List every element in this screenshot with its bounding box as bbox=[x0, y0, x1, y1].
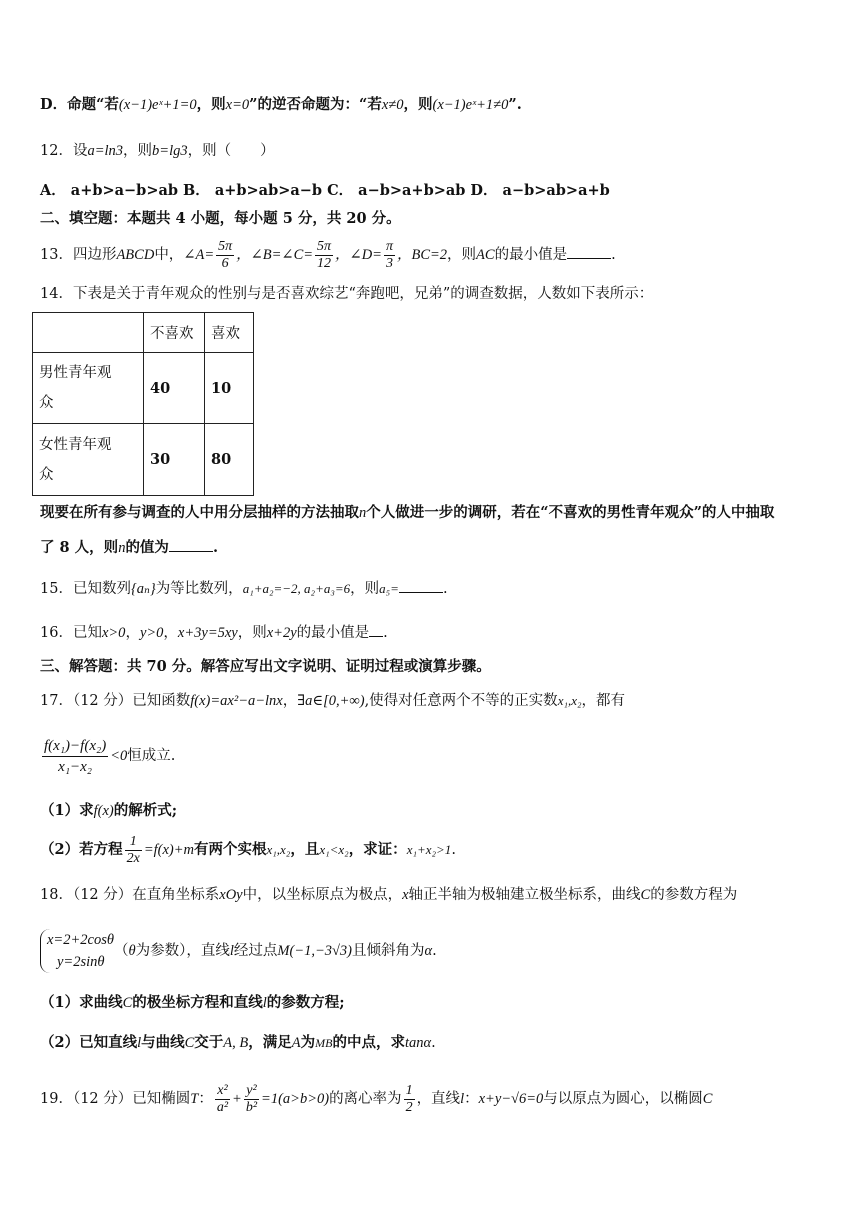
q18-part2-mb: MB bbox=[315, 1036, 333, 1050]
q16-target: x+2y bbox=[266, 625, 297, 641]
q19-T: T bbox=[190, 1091, 199, 1107]
q13-p2: 中， bbox=[154, 247, 184, 263]
q13-p3: ，则 bbox=[447, 247, 477, 263]
q19-e-den: 2 bbox=[405, 1099, 413, 1115]
q19-x-num: x² bbox=[215, 1083, 230, 1100]
q15-a5: a₅= bbox=[379, 581, 399, 596]
option-d-mid2: ”的逆否命题为：“若 bbox=[249, 96, 382, 113]
q19-frac-x bbox=[215, 1083, 230, 1116]
option-d-expr2: x=0 bbox=[225, 97, 250, 113]
q16-p3: 的最小值是 bbox=[296, 625, 370, 641]
q13-frac-b-den: 12 bbox=[317, 255, 332, 271]
table-header-like: 喜欢 bbox=[205, 313, 254, 353]
q12-a-expr: a=ln3 bbox=[87, 143, 124, 159]
q13-angle-d: ，∠D= bbox=[335, 247, 382, 263]
q18-part2-tan: tanα bbox=[404, 1035, 432, 1051]
option-d-expr3: x≠0 bbox=[381, 97, 404, 113]
q19-C: C bbox=[702, 1091, 713, 1107]
q17-p4: ，都有 bbox=[581, 693, 626, 709]
q15-seq: {aₙ} bbox=[130, 581, 156, 597]
q18-part2-g: 的中点，求 bbox=[332, 1034, 405, 1051]
q18-part2-ab: A, B bbox=[223, 1035, 249, 1051]
q18-xaxis: x bbox=[402, 887, 409, 903]
table-cell-dislike: 30 bbox=[144, 424, 205, 496]
q15-p1: 15．已知数列 bbox=[40, 581, 131, 597]
q17-exist: ∃a∈[0,+∞) bbox=[297, 693, 365, 709]
q12-stem-a: 12．设 bbox=[40, 143, 88, 159]
q17-part2-d: ，求证： bbox=[348, 841, 407, 858]
q18-alpha: α bbox=[424, 943, 433, 959]
q18-param-d: 且倾斜角为 bbox=[352, 943, 425, 959]
q12-b-expr: b=lg3 bbox=[152, 143, 188, 159]
q14-answer-blank[interactable] bbox=[169, 537, 213, 552]
survey-table bbox=[32, 312, 254, 496]
q13-frac-b bbox=[315, 239, 333, 272]
q14-follow-1 bbox=[40, 502, 840, 524]
q17-vars: x₁,x₂ bbox=[557, 693, 582, 708]
row-label-line2: 众 bbox=[39, 395, 54, 411]
q15-cond: a₁+a₂=−2, a₂+a₃=6 bbox=[242, 581, 351, 596]
q18-param-b: 为参数），直线 bbox=[135, 943, 230, 959]
q17-part-1 bbox=[40, 800, 840, 822]
q18-part2-f: 为 bbox=[300, 1034, 316, 1051]
q17-part2-proof: x₁+x₂>1 bbox=[406, 842, 452, 857]
q16-c3: x+3y=5xy bbox=[177, 625, 238, 641]
q18-part2-end: . bbox=[431, 1035, 436, 1051]
q17-holds: 恒成立. bbox=[127, 748, 176, 764]
q13-frac-d bbox=[384, 239, 395, 272]
q18-part2-e: ，满足 bbox=[248, 1034, 292, 1051]
q16-sep1: ， bbox=[125, 625, 140, 641]
q18-part1-a: （1）求曲线 bbox=[40, 994, 123, 1011]
q18-part2-a: （2）已知直线 bbox=[40, 1034, 138, 1051]
q19-line-eq: x+y−√6=0 bbox=[478, 1091, 544, 1107]
q16-c1: x>0 bbox=[101, 625, 126, 641]
q17-part2-frac bbox=[125, 834, 142, 867]
q18-part1-d: 的参数方程; bbox=[266, 994, 345, 1011]
table-row bbox=[33, 353, 254, 424]
q17-part1-b: 的解析式; bbox=[113, 802, 178, 819]
q18-part-2 bbox=[40, 1032, 840, 1054]
q17-part2-eq: =f(x)+m bbox=[143, 842, 194, 858]
q18-part2-c: C bbox=[184, 1035, 195, 1051]
q17-part2-den: 2x bbox=[126, 850, 140, 866]
row-label-line1: 女性青年观 bbox=[39, 436, 112, 453]
q19-colon: ： bbox=[198, 1091, 213, 1107]
q16-c2: y>0 bbox=[139, 625, 164, 641]
q14-stem: 14．下表是关于青年观众的性别与是否喜欢综艺“奔跑吧，兄弟”的调查数据，人数如下表所示： bbox=[40, 286, 654, 302]
question-12 bbox=[40, 140, 840, 162]
q12-stem-b: ，则 bbox=[123, 143, 153, 159]
q17-part-2 bbox=[40, 830, 840, 870]
q14-follow-2 bbox=[40, 537, 840, 559]
q19-x-den: a² bbox=[216, 1099, 229, 1115]
q17-part2-num: 1 bbox=[125, 834, 142, 851]
option-d-prefix: D．命题“若 bbox=[40, 96, 119, 113]
q18-part1-c: C bbox=[122, 995, 133, 1011]
q18-p3: 轴正半轴为极轴建立极坐标系，曲线 bbox=[408, 887, 641, 903]
q13-p4: 的最小值是 bbox=[494, 247, 568, 263]
section-3-heading: 三、解答题：共 70 分。解答应写出文字说明、证明过程或演算步骤。 bbox=[40, 658, 491, 675]
q12-options: A． a+b>a−b>ab B． a+b>ab>a−b C． a−b>a+b>ab D． a−b>ab>a+b bbox=[40, 182, 610, 199]
q13-angle-a: ∠A= bbox=[183, 247, 215, 263]
q19-frac-e bbox=[404, 1083, 415, 1116]
q17-part1-a: （1）求 bbox=[40, 802, 94, 819]
q18-eq1: x=2+2cosθ bbox=[47, 932, 114, 948]
option-d-mid3: ，则 bbox=[403, 96, 433, 113]
table-cell-like: 80 bbox=[205, 424, 254, 496]
q18-p4: 的参数方程为 bbox=[650, 887, 738, 903]
q17-p3: ,使得对任意两个不等的正实数 bbox=[364, 693, 558, 709]
q18-line-l: l bbox=[229, 943, 234, 959]
option-d-expr1: (x−1)eˣ+1=0 bbox=[118, 97, 197, 113]
q18-system-brace bbox=[40, 929, 114, 973]
option-d-mid1: ，则 bbox=[196, 96, 226, 113]
q14-follow1-b: 个人做进一步的调研，若在“不喜欢的男性青年观众”的人中抽取 bbox=[366, 504, 775, 521]
q19-p2: 的离心率为 bbox=[329, 1091, 402, 1107]
q17-frac-num: f(x₁)−f(x₂) bbox=[42, 736, 108, 757]
q18-part1-l: l bbox=[262, 995, 267, 1011]
table-row-label bbox=[33, 424, 144, 496]
q13-frac-d-den: 3 bbox=[385, 255, 393, 271]
question-13 bbox=[40, 236, 840, 274]
option-d-line bbox=[40, 94, 840, 116]
q17-ineq: <0 bbox=[110, 748, 128, 764]
q19-frac-y bbox=[244, 1083, 259, 1116]
q13-p1: 13．四边形 bbox=[40, 247, 117, 263]
q17-part2-a: （2）若方程 bbox=[40, 841, 123, 858]
q17-part2-c: ，且 bbox=[290, 841, 320, 858]
q13-quad: ABCD bbox=[116, 247, 155, 263]
q19-p4: 与以原点为圆心，以椭圆 bbox=[543, 1091, 703, 1107]
q18-p2: 中，以坐标原点为极点， bbox=[242, 887, 403, 903]
q13-frac-a-num: 5π bbox=[218, 238, 233, 254]
q13-frac-b-num: 5π bbox=[317, 238, 332, 254]
q18-curve: C bbox=[640, 887, 651, 903]
q15-end: . bbox=[442, 581, 448, 597]
q19-line: l bbox=[460, 1091, 465, 1107]
q12-stem-c: ，则（ ） bbox=[187, 143, 275, 159]
q13-angle-b: ，∠B=∠C= bbox=[236, 247, 314, 263]
q19-e-num: 1 bbox=[405, 1082, 413, 1098]
q15-p2: 为等比数列， bbox=[155, 581, 243, 597]
q18-eq2: y=2sinθ bbox=[57, 954, 105, 970]
q14-follow2-n: n bbox=[118, 540, 126, 556]
q16-sep2: ， bbox=[163, 625, 178, 641]
q19-y-num: y² bbox=[244, 1083, 259, 1100]
question-19 bbox=[40, 1076, 840, 1122]
q18-p1: 18．（12 分）在直角坐标系 bbox=[40, 887, 220, 903]
q17-part2-b: 有两个实根 bbox=[193, 841, 267, 858]
q19-y-den: b² bbox=[245, 1099, 258, 1115]
q19-p1: 19．（12 分）已知椭圆 bbox=[40, 1091, 191, 1107]
q16-p1: 16．已知 bbox=[40, 625, 102, 641]
q16-answer-blank[interactable] bbox=[369, 622, 383, 637]
q18-part-1 bbox=[40, 992, 840, 1014]
q14-follow2-end: . bbox=[212, 539, 218, 556]
q16-end: . bbox=[383, 625, 388, 641]
q13-frac-d-num: π bbox=[385, 238, 393, 254]
option-d-suffix: ”. bbox=[508, 96, 522, 113]
question-16 bbox=[40, 622, 840, 644]
q17-condition bbox=[40, 734, 840, 778]
q17-frac-den: x₁−x₂ bbox=[58, 758, 93, 775]
question-17 bbox=[40, 690, 840, 712]
q17-part2-end: . bbox=[451, 842, 456, 858]
table-cell-like: 10 bbox=[205, 353, 254, 424]
q18-param-end: . bbox=[432, 943, 437, 959]
q14-follow1-a: 现要在所有参与调查的人中用分层抽样的方法抽取 bbox=[40, 504, 359, 521]
q15-answer-blank[interactable] bbox=[399, 578, 443, 593]
q13-answer-blank[interactable] bbox=[567, 244, 611, 259]
q17-part2-vars: x₁,x₂ bbox=[266, 842, 291, 857]
q18-theta: θ bbox=[128, 943, 136, 959]
q13-frac-a-den: 6 bbox=[221, 255, 229, 271]
q14-follow1-n: n bbox=[359, 505, 367, 521]
q18-sys: xOy bbox=[219, 887, 243, 903]
q17-p1: 17．（12 分）已知函数 bbox=[40, 693, 191, 709]
q18-param-c: 经过点 bbox=[233, 943, 278, 959]
q18-point: M(−1,−3√3) bbox=[277, 943, 353, 959]
q17-p2: ， bbox=[282, 693, 298, 709]
q17-part2-ord: x₁<x₂ bbox=[319, 842, 349, 857]
table-header-blank bbox=[33, 313, 144, 353]
table-header-dislike: 不喜欢 bbox=[144, 313, 205, 353]
row-label-line2: 众 bbox=[39, 466, 54, 483]
q18-part2-d: 交于 bbox=[194, 1034, 224, 1051]
q18-param-a: （ bbox=[113, 943, 129, 959]
q16-p2: ，则 bbox=[237, 625, 267, 641]
q13-bc: ，BC=2 bbox=[396, 247, 448, 263]
q17-part1-f: f(x) bbox=[93, 803, 114, 819]
q18-part2-l: l bbox=[137, 1035, 142, 1051]
q18-part2-b: 与曲线 bbox=[141, 1034, 185, 1051]
q15-p3: ，则 bbox=[350, 581, 380, 597]
question-15 bbox=[40, 578, 840, 600]
q19-rest: =1(a>b>0) bbox=[261, 1091, 330, 1107]
q14-follow2-b: 的值为 bbox=[125, 539, 169, 556]
q13-ac: AC bbox=[476, 247, 495, 263]
table-row bbox=[33, 424, 254, 496]
option-d-expr4: (x−1)eˣ+1≠0 bbox=[432, 97, 509, 113]
q19-colon2: ： bbox=[464, 1091, 479, 1107]
row-label-line1: 男性青年观 bbox=[39, 365, 112, 381]
q17-diff-quotient bbox=[42, 736, 108, 777]
q18-part1-b: 的极坐标方程和直线 bbox=[132, 994, 263, 1011]
q19-plus: + bbox=[232, 1091, 242, 1107]
q18-part2-A: A bbox=[291, 1035, 301, 1051]
table-row-label bbox=[33, 353, 144, 424]
section-2-heading: 二、填空题：本题共 4 小题，每小题 5 分，共 20 分。 bbox=[40, 210, 401, 227]
question-18 bbox=[40, 884, 840, 906]
q13-frac-a bbox=[216, 239, 234, 272]
table-cell-dislike: 40 bbox=[144, 353, 205, 424]
q18-param-eq bbox=[40, 924, 840, 978]
q14-follow2-a: 了 8 人，则 bbox=[40, 539, 119, 556]
q19-p3: ，直线 bbox=[416, 1091, 461, 1107]
q17-func: f(x)=ax²−a−lnx bbox=[190, 693, 283, 709]
q13-end: . bbox=[611, 247, 616, 263]
